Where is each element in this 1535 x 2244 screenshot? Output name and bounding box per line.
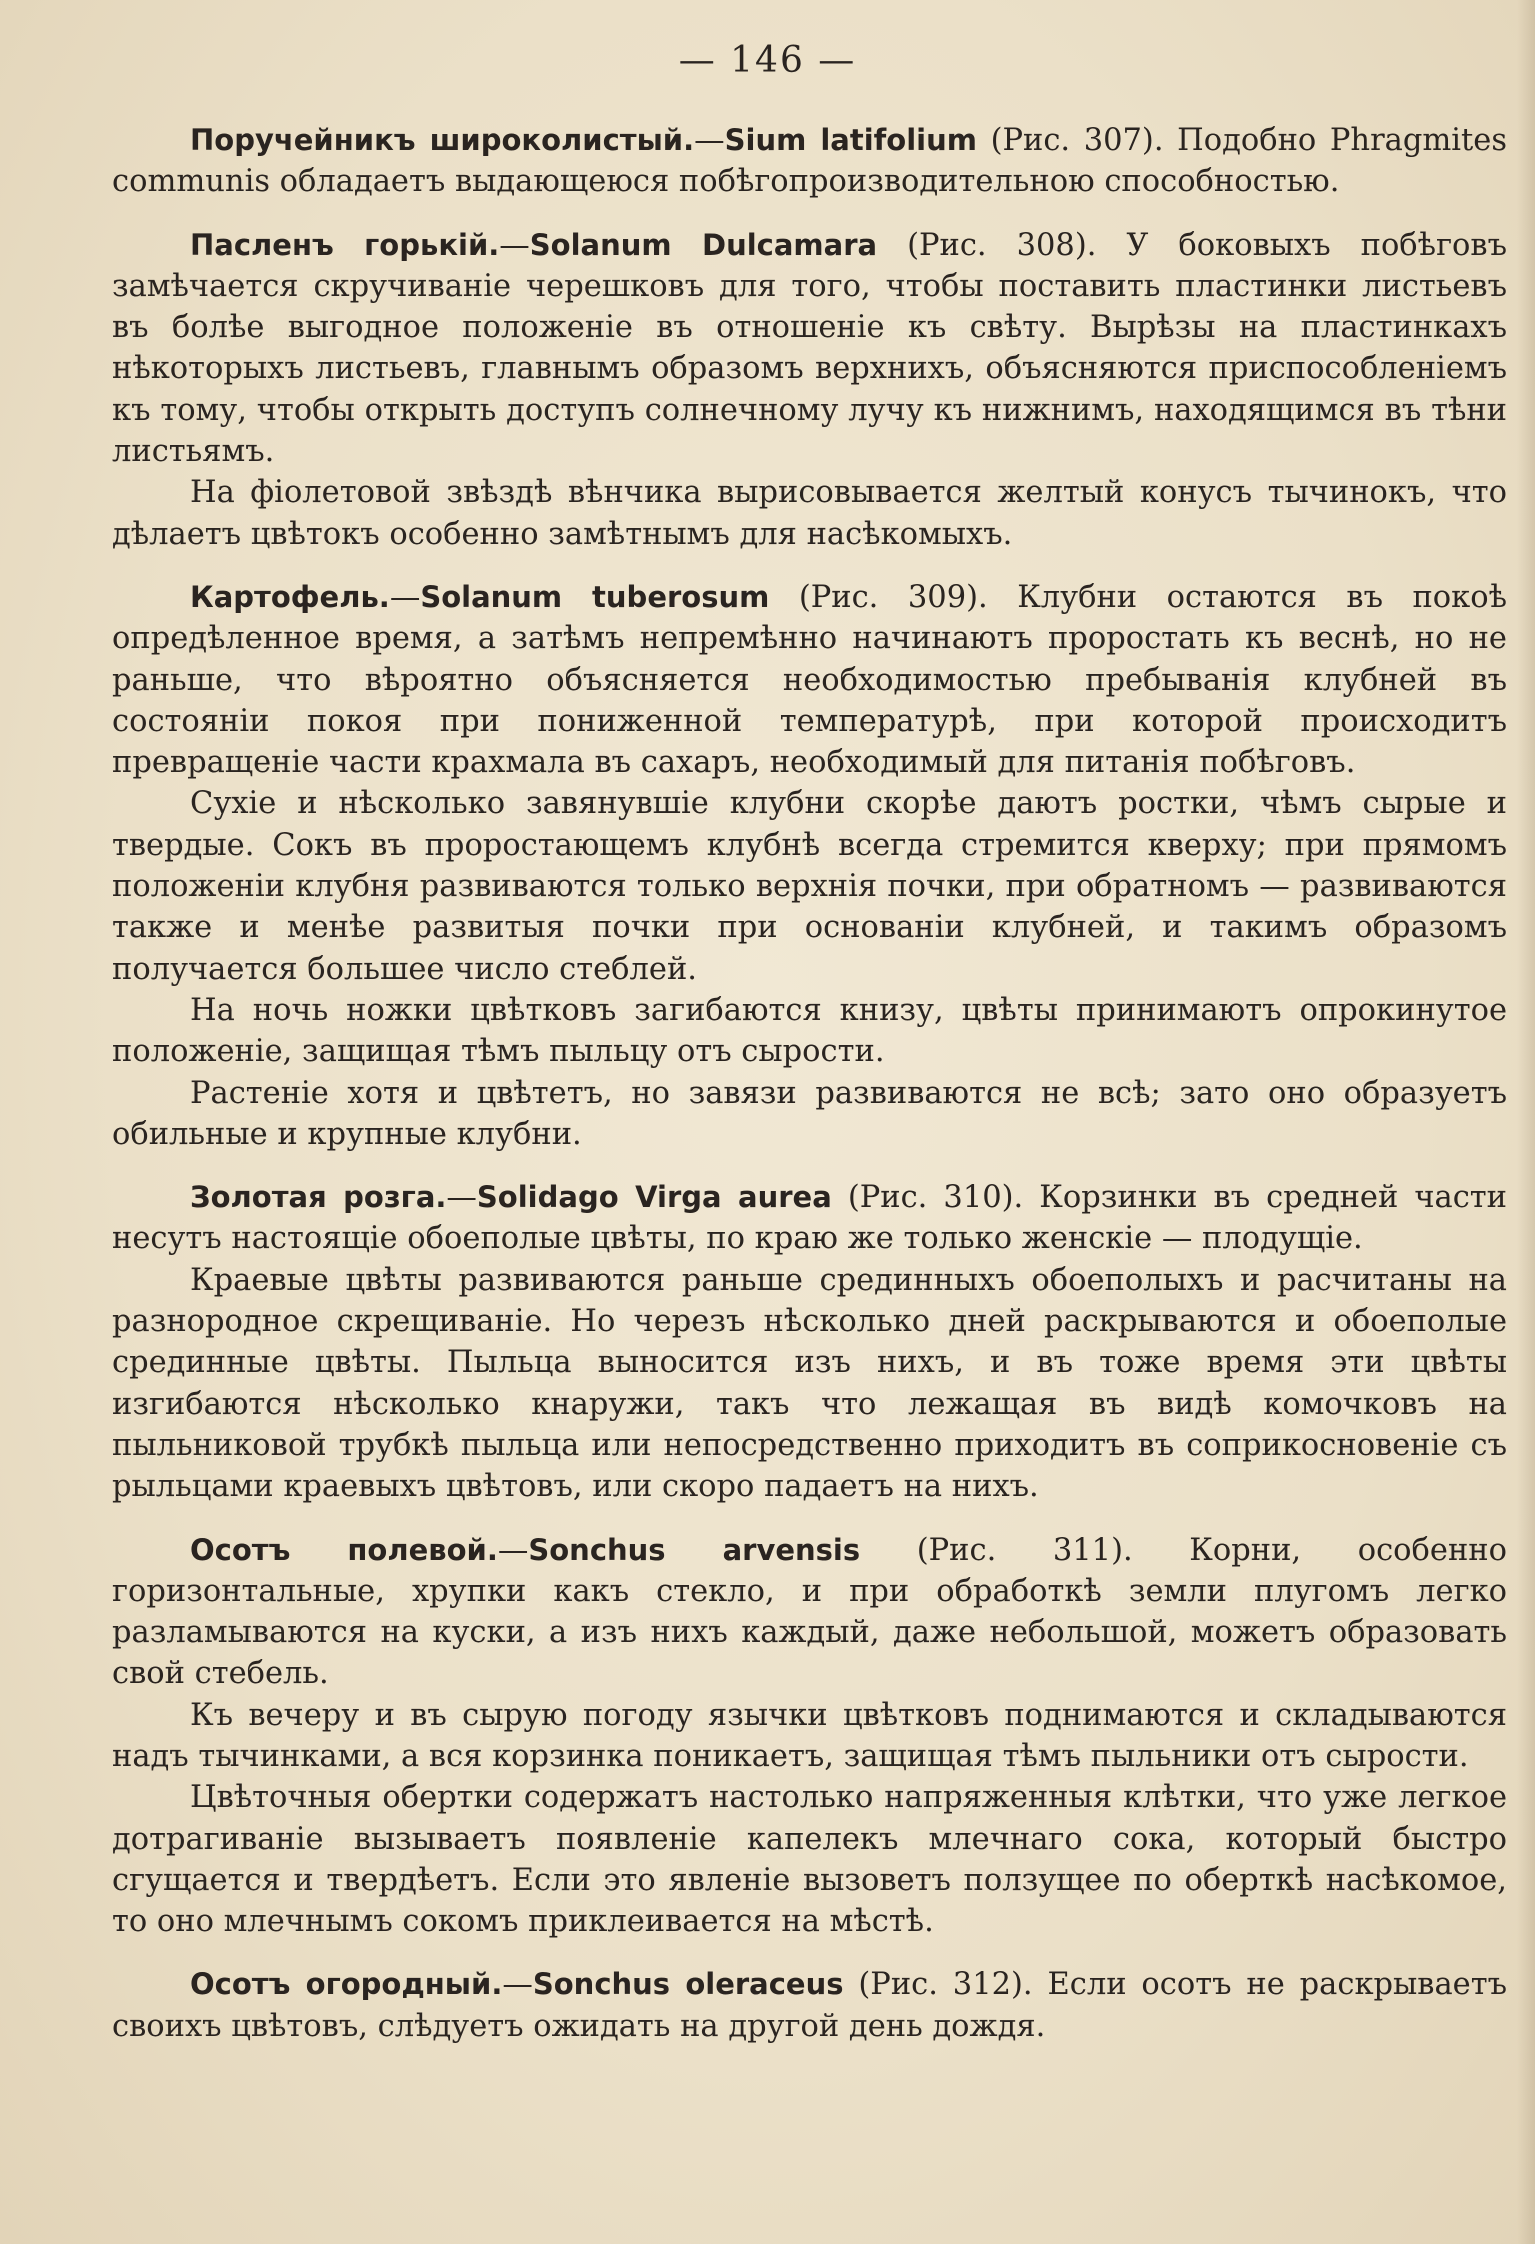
entry-sium-latifolium	[112, 120, 1507, 203]
entry-sonchus-oleraceus	[112, 1964, 1507, 2047]
entry-sonchus-arvensis	[112, 1530, 1507, 1943]
title-dash: —	[389, 579, 421, 615]
entry-title-latin: Sium latifolium	[724, 123, 977, 157]
page-body	[112, 120, 1507, 2069]
entry-paragraph: Сухіе и нѣсколько завянувшіе клубни скорѣе даютъ ростки, чѣмъ сырые и твердые. Сокъ въ проростающемъ клубнѣ всегда стремится кверху; при прямомъ положеніи клубня развиваются только верхнія почки, при обратномъ — развиваются также и менѣе развитыя почки при основаніи клубней, и такимъ образомъ получается большее число стеблей.	[112, 786, 1507, 987]
entry-text: (Рис. 309). Клубни остаются въ покоѣ опредѣленное время, а затѣмъ непремѣнно начинаютъ проростать къ веснѣ, но не раньше, что вѣроятно объясняется необходимостью пребыванія клубней въ состояніи покоя при пониженной температурѣ, при которой происходитъ превращеніе части крахмала въ сахаръ, необходимый для питанія побѣговъ.	[112, 579, 1507, 781]
entry-paragraph	[112, 1964, 1507, 2047]
page-number: — 146 —	[678, 40, 857, 81]
entry-title-latin: Solanum Dulcamara	[529, 227, 878, 262]
entry-paragraph: Къ вечеру и въ сырую погоду язычки цвѣтковъ поднимаются и складываются надъ тычинками, а вся корзинка поникаетъ, защищая тѣмъ пыльники отъ сырости.	[112, 1697, 1507, 1774]
entry-title-ru: Осотъ огородный.	[190, 1967, 503, 2002]
entry-paragraph: Цвѣточныя обертки содержатъ настолько напряженныя клѣтки, что уже легкое дотрагиваніе вызываетъ появленіе капелекъ млечнаго сока, который быстро сгущается и твердѣетъ. Если это явленіе вызоветъ ползущее по оберткѣ насѣкомое, то оно млечнымъ сокомъ приклеивается на мѣстѣ.	[112, 1780, 1507, 1940]
entry-text: (Рис. 310). Корзинки въ средней части несутъ настоящіе обоеполые цвѣты, по краю же только женскіе — плодущіе.	[112, 1180, 1507, 1257]
entry-title-ru: Картофель.	[190, 579, 390, 614]
entry-paragraph: На ночь ножки цвѣтковъ загибаются книзу, цвѣты принимаютъ опрокинутое положеніе, защищая тѣмъ пыльцу отъ сырости.	[112, 992, 1507, 1070]
entry-text: (Рис. 312). Если осотъ не раскрываетъ своихъ цвѣтовъ, слѣдуетъ ожидать на другой день дождя.	[112, 1967, 1507, 2044]
entry-title-latin: Solanum tuberosum	[420, 579, 770, 614]
entry-paragraph	[112, 1177, 1507, 1260]
entry-title-ru: Золотая розга.	[190, 1180, 447, 1215]
title-dash: —	[497, 1532, 529, 1568]
title-dash: —	[502, 1967, 533, 2003]
entry-title-ru: Осотъ полевой.	[190, 1532, 498, 1567]
entry-paragraph	[112, 577, 1507, 783]
entry-paragraph: Краевые цвѣты развиваются раньше срединныхъ обоеполыхъ и расчитаны на разнородное скрещиваніе. Но черезъ нѣсколько дней раскрываются и обоеполые срединные цвѣты. Пыльца выносится изъ нихъ, и въ тоже время эти цвѣты изгибаются нѣсколько кнаружи, такъ что лежащая въ видѣ комочковъ на пыльниковой трубкѣ пыльца или непосредственно приходитъ въ соприкосновеніе съ рыльцами краевыхъ цвѣтовъ, или скоро падаетъ на нихъ.	[112, 1262, 1507, 1505]
entry-text: (Рис. 308). У боковыхъ побѣговъ замѣчается скручиваніе черешковъ для того, чтобы поставить пластинки листьевъ въ болѣе выгодное положеніе въ отношеніе къ свѣту. Вырѣзы на пластинкахъ нѣкоторыхъ листьевъ, главнымъ образомъ верхнихъ, объясняются приспособленіемъ къ тому, чтобы открыть доступъ солнечному лучу къ нижнимъ, находящимся въ тѣни листьямъ.	[112, 227, 1507, 470]
entry-solanum-tuberosum	[112, 577, 1507, 1155]
title-dash: —	[694, 123, 725, 158]
entry-title-latin: Solidago Virga aurea	[476, 1180, 832, 1215]
entry-title-latin: Sonchus oleraceus	[532, 1967, 844, 2002]
page-fold-shadow	[1517, 0, 1535, 2244]
title-dash: —	[446, 1180, 477, 1216]
entry-paragraph	[112, 225, 1507, 473]
entry-title-latin: Sonchus arvensis	[528, 1532, 861, 1567]
entry-solidago-virga-aurea	[112, 1177, 1507, 1507]
entry-paragraph	[112, 1530, 1507, 1695]
entry-text: (Рис. 307). Подобно Phragmites communis обладаетъ выдающеюся побѣгопроизводительною способностью.	[112, 123, 1507, 200]
entry-paragraph: Растеніе хотя и цвѣтетъ, но завязи развиваются не всѣ; зато оно образуетъ обильные и крупные клубни.	[112, 1075, 1507, 1152]
entry-title-ru: Поручейникъ широколистый.	[190, 123, 695, 157]
entry-text: (Рис. 311). Корни, особенно горизонтальные, хрупки какъ стекло, и при обработкѣ земли плугомъ легко разламываются на куски, а изъ нихъ каждый, даже небольшой, можетъ образовать свой стебель.	[112, 1532, 1507, 1692]
entry-title-ru: Пасленъ горькій.	[190, 227, 500, 262]
entry-solanum-dulcamara	[112, 225, 1507, 555]
entry-paragraph	[112, 120, 1507, 203]
title-dash: —	[499, 227, 530, 263]
entry-paragraph: На фіолетовой звѣздѣ вѣнчика вырисовывается желтый конусъ тычинокъ, что дѣлаетъ цвѣтокъ особенно замѣтнымъ для насѣкомыхъ.	[112, 475, 1507, 552]
